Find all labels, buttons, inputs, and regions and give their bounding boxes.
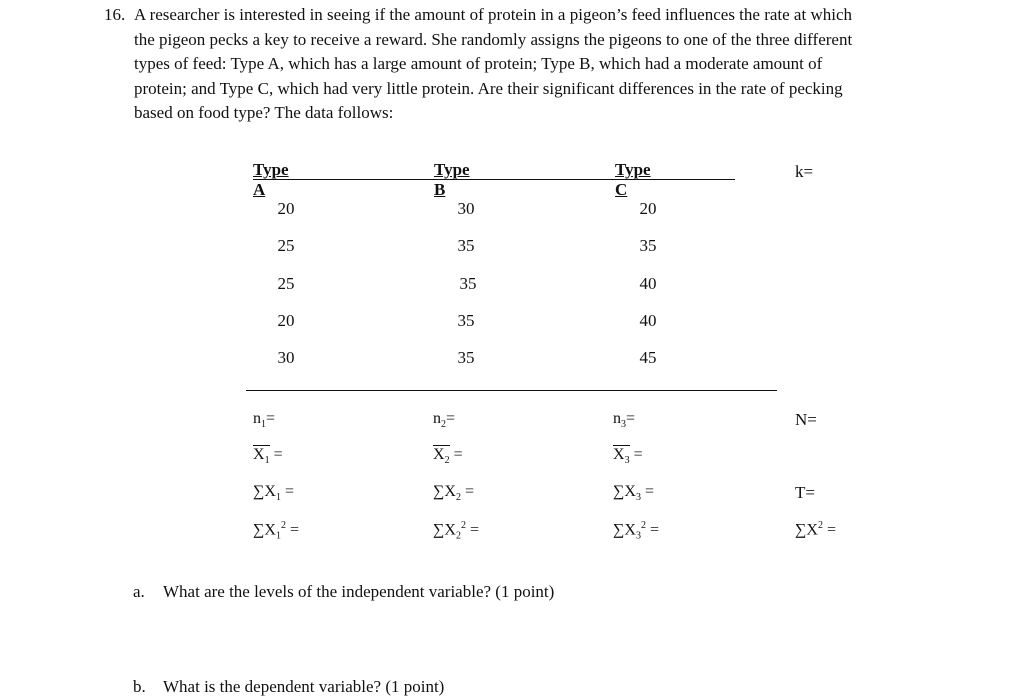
header-type-a: Type A xyxy=(253,160,289,199)
problem-line-5: based on food type? The data follows: xyxy=(134,103,394,122)
n2-label: $n_2=$ xyxy=(433,410,456,431)
header-type-c: Type C xyxy=(615,160,651,199)
sumsq2-label: $\sum X_2^2$ = xyxy=(433,520,479,542)
problem-text xyxy=(134,3,984,126)
value-a-4: 20 xyxy=(277,311,295,330)
n3-label: $n_3=$ xyxy=(613,410,636,431)
value-b-1: 30 xyxy=(457,199,475,218)
total-sumsq-label: $\sum X^2$ = xyxy=(795,520,836,539)
mean3-label: $X_3$ = xyxy=(613,446,643,467)
value-a-2: 25 xyxy=(277,236,295,255)
problem-16 xyxy=(104,3,984,126)
value-c-3: 40 xyxy=(639,274,657,293)
question-a-text: What are the levels of the independent variable? (1 point) xyxy=(163,582,555,601)
n1-label: $n_1=$ xyxy=(253,410,276,431)
sumsq1-label: $\sum X_1^2$ = xyxy=(253,520,299,542)
sumsq3-label: $\sum X_3^2$ = xyxy=(613,520,659,542)
value-c-1: 20 xyxy=(639,199,657,218)
N-label: N= xyxy=(795,410,817,429)
value-c-4: 40 xyxy=(639,311,657,330)
problem-number: 16. xyxy=(104,5,126,24)
header-type-b: Type B xyxy=(434,160,470,199)
problem-line-3: types of feed: Type A, which has a large amount of protein; Type B, which had a moderate amount of xyxy=(134,54,823,73)
value-b-4: 35 xyxy=(457,311,475,330)
k-label: k= xyxy=(795,162,814,181)
value-b-2: 35 xyxy=(457,236,475,255)
problem-line-2: the pigeon pecks a key to receive a reward. She randomly assigns the pigeons to one of the three different xyxy=(134,29,853,49)
value-a-5: 30 xyxy=(277,348,295,367)
value-a-3: 25 xyxy=(277,274,295,293)
value-c-5: 45 xyxy=(639,348,657,367)
table-separator xyxy=(246,390,777,391)
value-b-3: 35 xyxy=(459,274,477,293)
problem-line-1: A researcher is interested in seeing if the amount of protein in a pigeon’s feed influences the rate at which xyxy=(134,5,852,24)
question-a xyxy=(133,582,554,602)
value-c-2: 35 xyxy=(639,236,657,255)
question-b xyxy=(133,677,444,697)
mean2-label: $X_2$ = xyxy=(433,446,463,467)
sum2-label: $\sum X_2$ = xyxy=(433,483,474,504)
question-b-label: b. xyxy=(133,677,146,696)
mean1-label: $X_1$ = xyxy=(253,446,283,467)
question-b-text: What is the dependent variable? (1 point) xyxy=(163,677,445,696)
sum1-label: $\sum X_1$ = xyxy=(253,483,294,504)
problem-line-4: protein; and Type C, which had very little protein. Are their significant differences in the rate of pecking xyxy=(134,78,843,98)
header-underline xyxy=(253,179,735,180)
T-label: T= xyxy=(795,483,815,502)
value-b-5: 35 xyxy=(457,348,475,367)
value-a-1: 20 xyxy=(277,199,295,218)
question-a-label: a. xyxy=(133,582,145,601)
sum3-label: $\sum X_3$ = xyxy=(613,483,654,504)
